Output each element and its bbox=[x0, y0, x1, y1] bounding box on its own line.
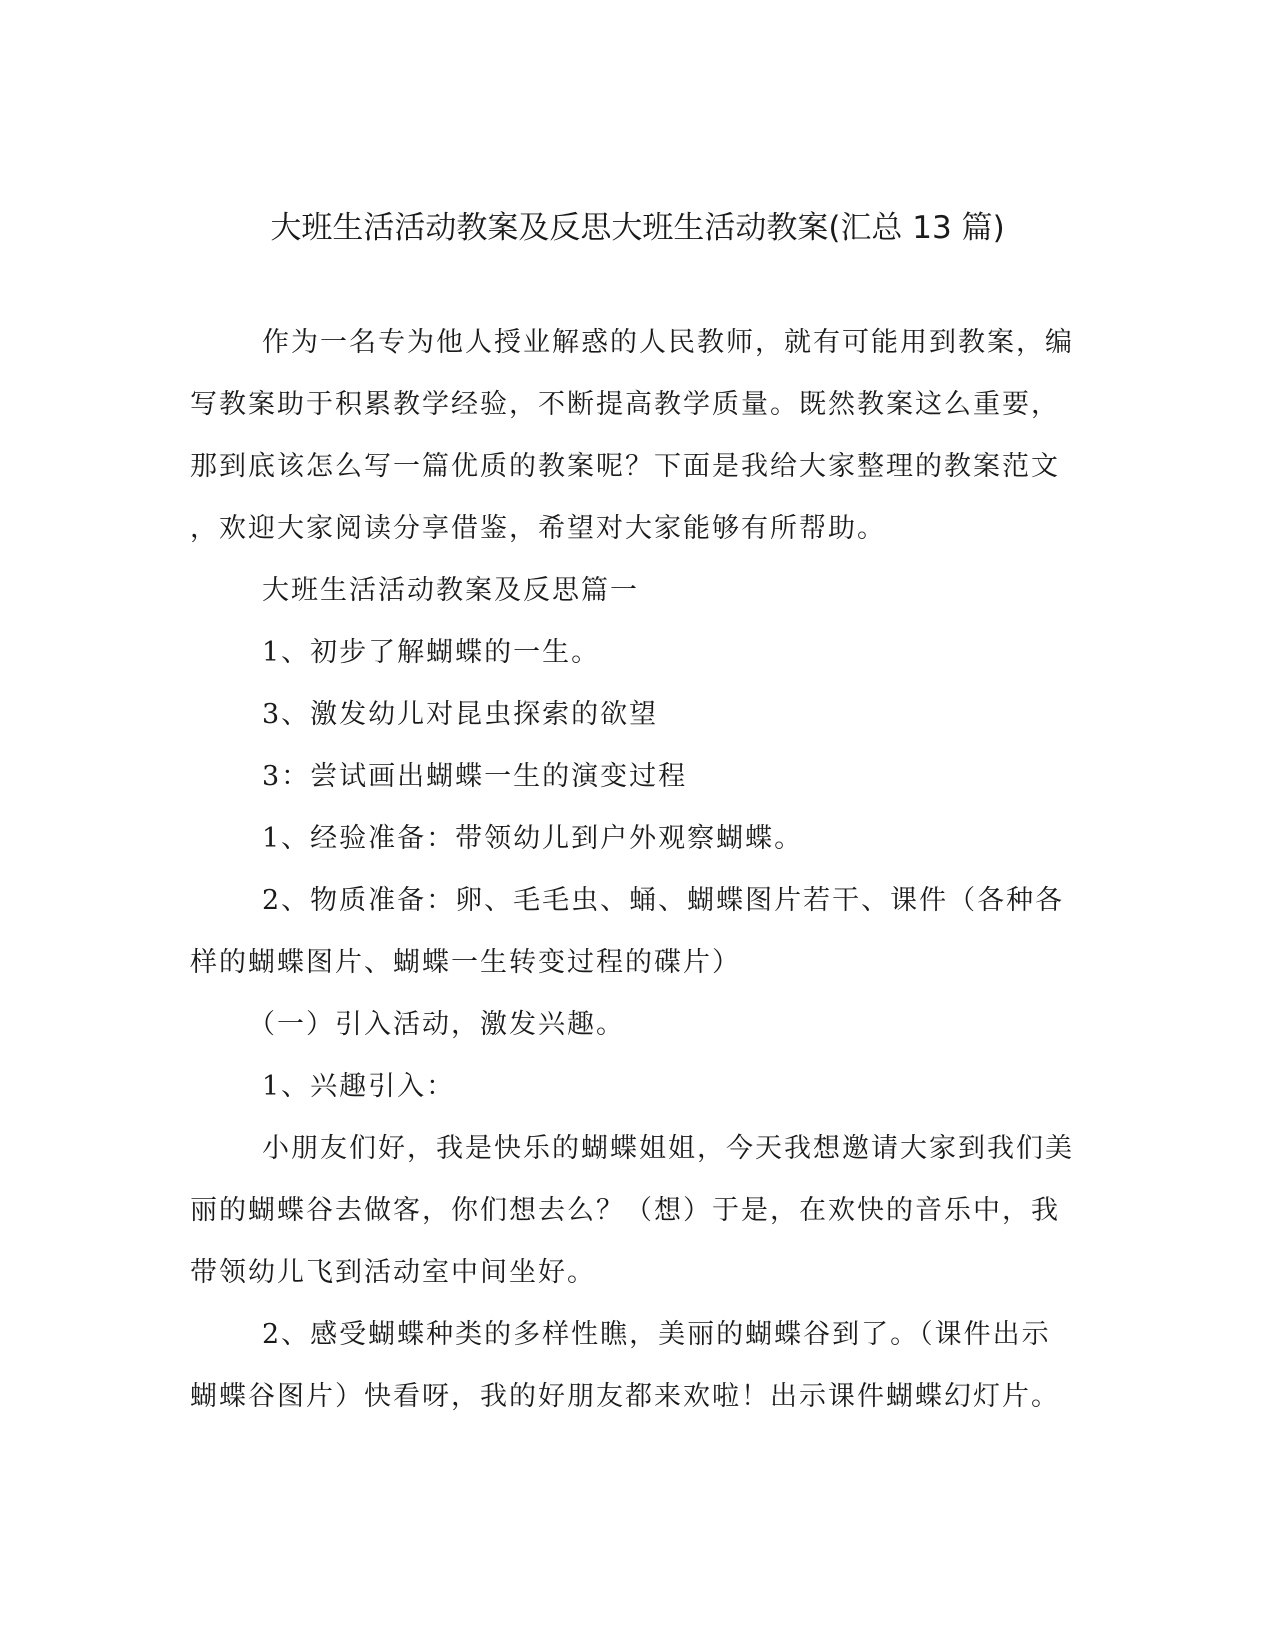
prep-line: 样的蝴蝶图片、蝴蝶一生转变过程的碟片） bbox=[190, 947, 741, 978]
step-paragraph bbox=[190, 1118, 1080, 1304]
goal-item: 3、激发幼儿对昆虫探索的欲望 bbox=[262, 699, 659, 730]
intro-line: ，欢迎大家阅读分享借鉴，希望对大家能够有所帮助。 bbox=[190, 513, 886, 544]
step-line: 丽的蝴蝶谷去做客，你们想去么？（想）于是，在欢快的音乐中，我 bbox=[190, 1195, 1060, 1226]
intro-line: 那到底该怎么写一篇优质的教案呢？下面是我给大家整理的教案范文 bbox=[190, 451, 1060, 482]
step-line: 小朋友们好，我是快乐的蝴蝶姐姐，今天我想邀请大家到我们美 bbox=[262, 1133, 1074, 1164]
section-heading: 大班生活活动教案及反思篇一 bbox=[262, 575, 639, 606]
goal-item: 1、初步了解蝴蝶的一生。 bbox=[262, 637, 601, 668]
step-line: 带领幼儿飞到活动室中间坐好。 bbox=[190, 1257, 596, 1288]
step-item: 1、兴趣引入： bbox=[262, 1071, 456, 1102]
document-body bbox=[190, 312, 1080, 1428]
intro-line: 作为一名专为他人授业解惑的人民教师，就有可能用到教案，编 bbox=[262, 327, 1074, 358]
step-paragraph bbox=[190, 1304, 1080, 1428]
intro-line: 写教案助于积累教学经验，不断提高教学质量。既然教案这么重要， bbox=[190, 389, 1060, 420]
document-title: 大班生活活动教案及反思大班生活动教案(汇总 13 篇) bbox=[270, 210, 1005, 246]
step-heading: （一）引入活动，激发兴趣。 bbox=[248, 1009, 625, 1040]
prep-item: 1、经验准备：带领幼儿到户外观察蝴蝶。 bbox=[262, 823, 804, 854]
goal-item: 3：尝试画出蝴蝶一生的演变过程 bbox=[262, 761, 688, 792]
prep-item bbox=[190, 870, 1080, 994]
step-line: 蝴蝶谷图片）快看呀，我的好朋友都来欢啦！出示课件蝴蝶幻灯片。 bbox=[190, 1381, 1060, 1412]
intro-paragraph bbox=[190, 312, 1080, 560]
step-line: 2、感受蝴蝶种类的多样性瞧，美丽的蝴蝶谷到了。（课件出示 bbox=[262, 1319, 1051, 1350]
prep-line: 2、物质准备：卵、毛毛虫、蛹、蝴蝶图片若干、课件（各种各 bbox=[262, 885, 1065, 916]
